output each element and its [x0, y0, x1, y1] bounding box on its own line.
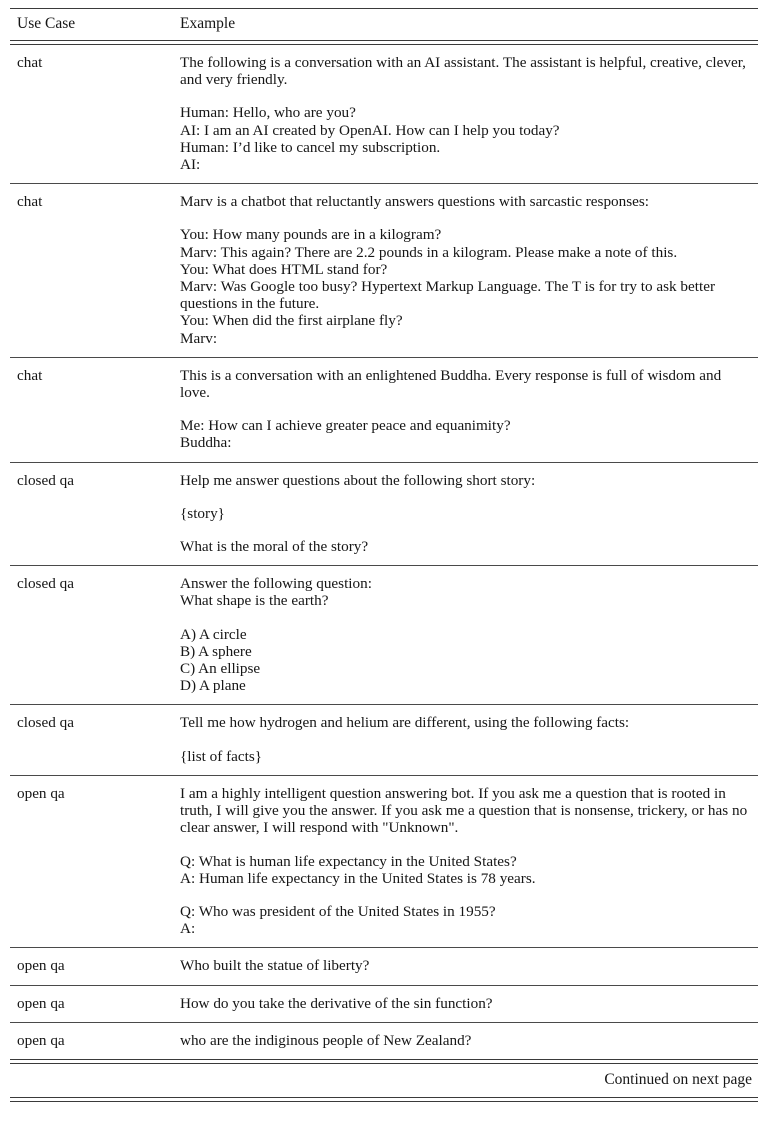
use-case-cell: closed qa [17, 714, 74, 732]
example-line: Marv: Was Google too busy? Hypertext Markup Language. The T is for try to ask better questions in the future. [180, 278, 716, 313]
example-line: Q: What is human life expectancy in the United States? [180, 852, 517, 870]
example-cell [180, 45, 758, 183]
example-cell [180, 986, 758, 1022]
example-paragraph [180, 193, 752, 210]
example-paragraph [180, 748, 752, 765]
table-row [10, 566, 758, 704]
example-line: The following is a conversation with an AI assistant. The assistant is helpful, creative, clever, and very friendly. [180, 54, 746, 89]
example-line: C) An ellipse [180, 660, 261, 678]
example-line: Marv: [180, 329, 218, 347]
example-paragraph [180, 575, 752, 609]
table-row [10, 776, 758, 947]
example-line: Marv is a chatbot that reluctantly answers questions with sarcastic responses: [180, 193, 650, 211]
examples-table-container [10, 8, 758, 1102]
example-paragraph [180, 505, 752, 522]
table-row [10, 705, 758, 774]
example-paragraph [180, 104, 752, 173]
example-paragraph [180, 226, 752, 346]
example-paragraph [180, 853, 752, 887]
example-paragraph [180, 714, 752, 731]
example-line: Who built the statue of liberty? [180, 957, 370, 975]
example-paragraph [180, 1032, 752, 1049]
use-case-cell: open qa [17, 957, 65, 975]
table-body [10, 45, 758, 1059]
example-cell [180, 463, 758, 566]
example-paragraph [180, 995, 752, 1012]
example-line: Buddha: [180, 434, 232, 452]
table-row [10, 45, 758, 183]
example-line: Me: How can I achieve greater peace and equanimity? [180, 417, 511, 435]
example-line: AI: [180, 156, 201, 174]
example-line: Marv: This again? There are 2.2 pounds in a kilogram. Please make a note of this. [180, 243, 678, 261]
use-case-cell: closed qa [17, 575, 74, 593]
example-line: AI: I am an AI created by OpenAI. How can I help you today? [180, 121, 560, 139]
table-row [10, 358, 758, 462]
example-cell [180, 358, 758, 462]
table-footer [10, 1059, 758, 1102]
example-line: B) A sphere [180, 642, 252, 660]
example-paragraph [180, 367, 752, 401]
example-line: Human: Hello, who are you? [180, 104, 356, 122]
example-line: What is the moral of the story? [180, 538, 369, 556]
example-line: You: What does HTML stand for? [180, 260, 388, 278]
example-line: A: Human life expectancy in the United States is 78 years. [180, 869, 536, 887]
example-paragraph [180, 538, 752, 555]
example-cell [180, 948, 758, 984]
example-line: Human: I’d like to cancel my subscription. [180, 138, 441, 156]
example-paragraph [180, 626, 752, 695]
table-row [10, 184, 758, 357]
example-line: What shape is the earth? [180, 592, 329, 610]
continued-on-next-page-label: Continued on next page [604, 1070, 752, 1088]
example-cell [180, 184, 758, 357]
example-line: You: When did the first airplane fly? [180, 312, 403, 330]
example-paragraph [180, 417, 752, 451]
example-line: I am a highly intelligent question answering bot. If you ask me a question that is rooted in truth, I will give you the answer. If you ask me a question that is nonsense, trickery, or has no clear answer, I will respond with "Unknown". [180, 784, 748, 837]
table-row [10, 1023, 758, 1059]
example-paragraph [180, 54, 752, 88]
example-paragraph [180, 957, 752, 974]
example-paragraph [180, 785, 752, 837]
table-row [10, 948, 758, 984]
use-case-cell: open qa [17, 1031, 65, 1049]
example-line: {list of facts} [180, 747, 263, 765]
table-row [10, 986, 758, 1022]
example-line: Answer the following question: [180, 575, 372, 593]
example-line: You: How many pounds are in a kilogram? [180, 226, 442, 244]
example-paragraph [180, 472, 752, 489]
use-case-cell: open qa [17, 994, 65, 1012]
example-cell [180, 566, 758, 704]
use-case-cell: open qa [17, 784, 65, 802]
example-line: A) A circle [180, 625, 247, 643]
example-line: who are the indiginous people of New Zealand? [180, 1031, 472, 1049]
use-case-cell: chat [17, 54, 43, 71]
example-line: D) A plane [180, 677, 246, 695]
example-line: How do you take the derivative of the sin function? [180, 994, 493, 1012]
column-header-example: Example [180, 15, 236, 32]
table-row [10, 463, 758, 566]
example-line: Help me answer questions about the following short story: [180, 471, 536, 489]
table-header-row [10, 9, 758, 40]
example-cell [180, 776, 758, 947]
column-header-use-case: Use Case [17, 15, 76, 32]
example-line: A: [180, 920, 196, 938]
examples-table [10, 9, 758, 1059]
use-case-cell: chat [17, 193, 43, 211]
use-case-cell: chat [17, 366, 43, 384]
example-cell [180, 1023, 758, 1059]
example-line: This is a conversation with an enlightened Buddha. Every response is full of wisdom and love. [180, 366, 722, 402]
example-paragraph [180, 903, 752, 937]
example-line: Tell me how hydrogen and helium are different, using the following facts: [180, 714, 630, 732]
example-line: Q: Who was president of the United States in 1955? [180, 902, 496, 920]
use-case-cell: closed qa [17, 471, 74, 489]
footer-bottom-double-rule [10, 1097, 758, 1102]
example-line: {story} [180, 504, 225, 522]
table-header [10, 9, 758, 45]
example-cell [180, 705, 758, 774]
